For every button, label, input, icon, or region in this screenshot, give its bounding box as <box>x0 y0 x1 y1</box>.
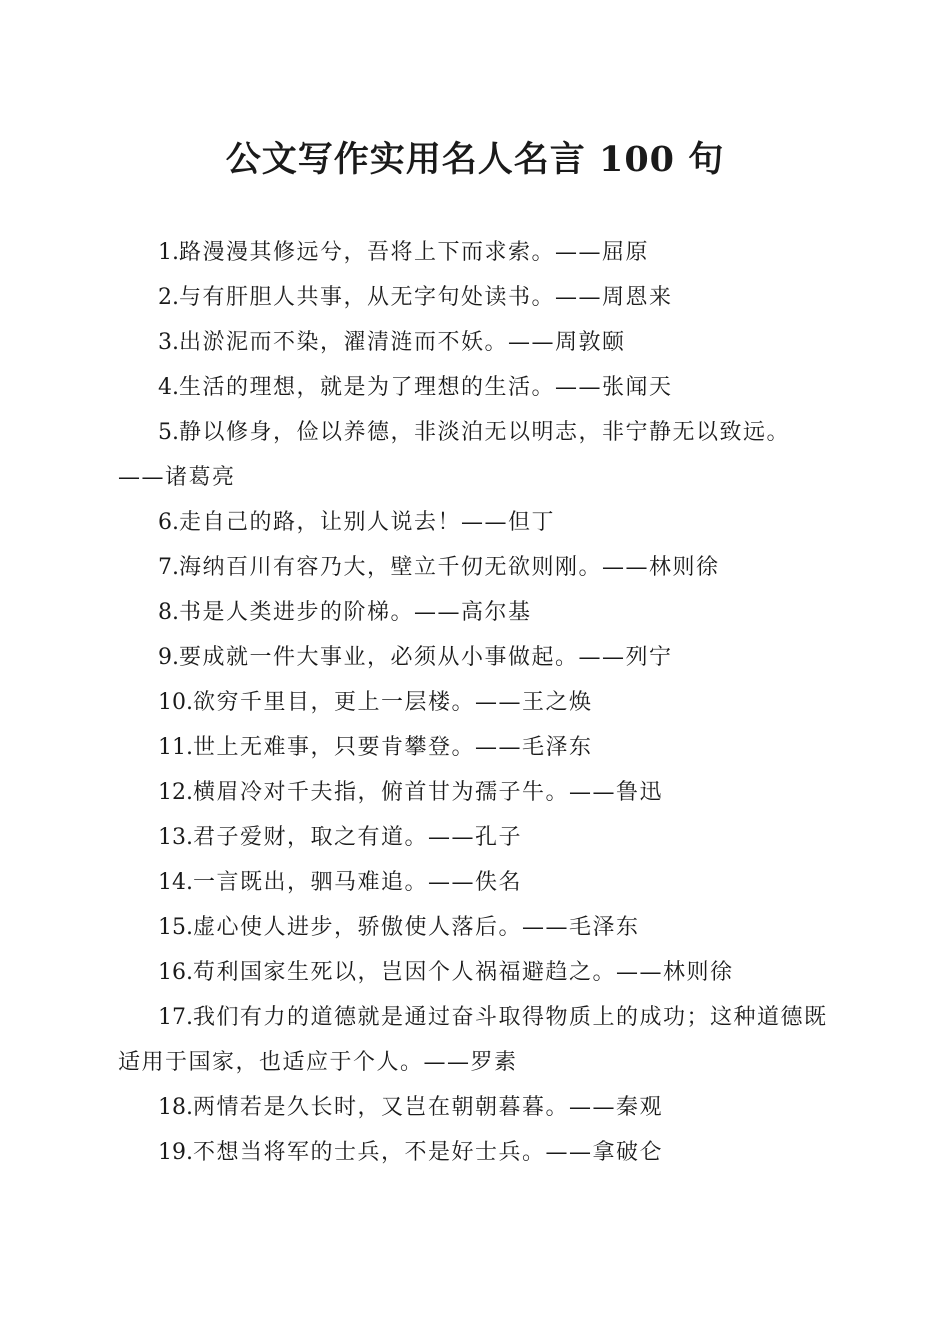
list-item: 7.海纳百川有容乃大，壁立千仞无欲则刚。——林则徐 <box>158 555 720 580</box>
list-item: 18.两情若是久长时，又岂在朝朝暮暮。——秦观 <box>158 1095 664 1120</box>
list-item: 6.走自己的路，让别人说去！——但丁 <box>158 510 556 535</box>
list-item: 4.生活的理想，就是为了理想的生活。——张闻天 <box>158 375 673 400</box>
list-item: 11.世上无难事，只要肯攀登。——毛泽东 <box>158 735 593 760</box>
list-item: 9.要成就一件大事业，必须从小事做起。——列宁 <box>158 645 673 670</box>
list-item: 8.书是人类进步的阶梯。——高尔基 <box>158 600 532 625</box>
list-item: 16.苟利国家生死以，岂因个人祸福避趋之。——林则徐 <box>158 960 734 985</box>
list-item: 13.君子爱财，取之有道。——孔子 <box>158 825 523 850</box>
list-item: 5.静以修身，俭以养德，非淡泊无以明志，非宁静无以致远。——诸葛亮 <box>118 420 791 490</box>
list-item: 12.横眉冷对千夫指，俯首甘为孺子牛。——鲁迅 <box>158 780 664 805</box>
list-item: 14.一言既出，驷马难追。——佚名 <box>158 870 523 895</box>
quote-list <box>118 230 830 1175</box>
list-item: 10.欲穷千里目，更上一层楼。——王之焕 <box>158 690 593 715</box>
list-item: 19.不想当将军的士兵，不是好士兵。——拿破仑 <box>158 1140 664 1165</box>
list-item: 3.出淤泥而不染，濯清涟而不妖。——周敦颐 <box>158 330 626 355</box>
list-item: 15.虚心使人进步，骄傲使人落后。——毛泽东 <box>158 915 640 940</box>
list-item: 17.我们有力的道德就是通过奋斗取得物质上的成功；这种道德既适用于国家，也适应于个人。——罗素 <box>118 1005 828 1075</box>
list-item: 2.与有肝胆人共事，从无字句处读书。——周恩来 <box>158 285 673 310</box>
list-item: 1.路漫漫其修远兮，吾将上下而求索。——屈原 <box>158 240 650 265</box>
page-title: 公文写作实用名人名言 100 句 <box>225 139 725 180</box>
